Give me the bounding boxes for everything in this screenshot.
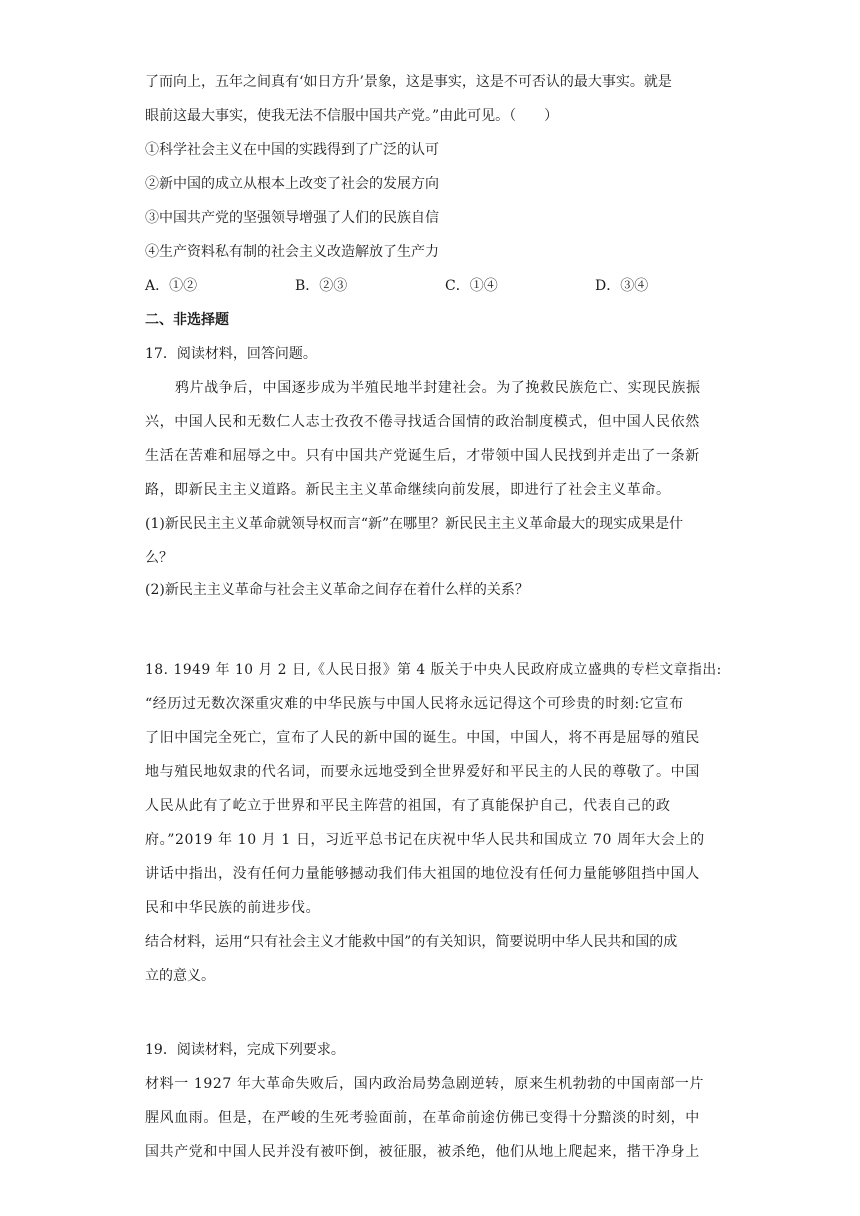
q18-question-line-2: 立的意义。: [145, 968, 215, 984]
q18-material-line-4: 地与殖民地奴隶的代名词，而要永远地受到全世界爱好和平民主的人民的尊敬了。中国: [145, 764, 700, 780]
q17-material-line-3: 生活在苦难和屈辱之中。只有中国共产党诞生后，才带领中国人民找到并走出了一条新: [145, 448, 700, 464]
q16-option-b: B．②③: [295, 278, 348, 294]
q17-material-line-4: 路，即新民主主义道路。新民主主义革命继续向前发展，即进行了社会主义革命。: [145, 482, 671, 498]
q17-material-line-2: 兴，中国人民和无数仁人志士孜孜不倦寻找适合国情的政治制度模式，但中国人民依然: [145, 414, 700, 430]
q16-stem-line-2: 眼前这最大事实，使我无法不信服中国共产党。”由此可见。（ ）: [145, 108, 559, 124]
q18-material-line-3: 了旧中国完全死亡，宣布了人民的新中国的诞生。中国，中国人，将不再是屈辱的殖民: [145, 730, 700, 746]
q16-option-c: C．①④: [445, 278, 498, 294]
q19-material-line-1: 材料一 1927 年大革命失败后，国内政治局势急剧逆转，原来生机勃勃的中国南部一片: [145, 1076, 705, 1092]
q16-option-d: D．③④: [595, 278, 649, 294]
q17-question-1-cont: 么？: [145, 550, 173, 566]
q18-material-line-8: 民和中华民族的前进步伐。: [145, 900, 321, 916]
q18-material-line-1: 18. 1949 年 10 月 2 日,《人民日报》第 4 版关于中央人民政府成立盛典的专栏文章指出:: [145, 662, 722, 678]
q16-statement-2: ②新中国的成立从根本上改变了社会的发展方向: [145, 176, 439, 192]
section-title: 二、非选择题: [145, 312, 229, 328]
q18-material-line-2: “经历过无数次深重灾难的中华民族与中国人民将永远记得这个可珍贵的时刻:它宣布: [145, 696, 684, 712]
q19-material-line-3: 国共产党和中国人民并没有被吓倒，被征服，被杀绝，他们从地上爬起来，揩干净身上: [145, 1144, 700, 1160]
q17-question-2: (2)新民主主义革命与社会主义革命之间存在着什么样的关系？: [145, 582, 529, 598]
q19-stem: 19．阅读材料，完成下列要求。: [145, 1042, 345, 1058]
q18-material-line-6: 府。”2019 年 10 月 1 日，习近平总书记在庆祝中华人民共和国成立 70 周年大会上的: [145, 832, 705, 848]
q16-statement-1: ①科学社会主义在中国的实践得到了广泛的认可: [145, 142, 439, 158]
q17-stem: 17．阅读材料，回答问题。: [145, 346, 317, 362]
q16-stem-line-1: 了而向上，五年之间真有‘如日方升’景象，这是事实，这是不可否认的最大事实。就是: [145, 74, 672, 90]
q16-option-a: A．①②: [145, 278, 198, 294]
q18-material-line-5: 人民从此有了屹立于世界和平民主阵营的祖国，有了真能保护自己，代表自己的政: [145, 798, 671, 814]
q18-question-line-1: 结合材料，运用“只有社会主义才能救中国”的有关知识，简要说明中华人民共和国的成: [145, 934, 678, 950]
q16-statement-4: ④生产资料私有制的社会主义改造解放了生产力: [145, 244, 439, 260]
q19-material-line-2: 腥风血雨。但是，在严峻的生死考验面前，在革命前途仿佛已变得十分黯淡的时刻，中: [145, 1110, 700, 1126]
q17-question-1: (1)新民民主主义革命就领导权而言“新”在哪里？新民民主主义革命最大的现实成果是什: [145, 516, 684, 532]
q16-statement-3: ③中国共产党的坚强领导增强了人们的民族自信: [145, 210, 439, 226]
q18-material-line-7: 讲话中指出，没有任何力量能够撼动我们伟大祖国的地位没有任何力量能够阻挡中国人: [145, 866, 700, 882]
q17-material-line-1: 鸦片战争后，中国逐步成为半殖民地半封建社会。为了挽救民族危亡、实现民族振: [175, 380, 701, 396]
